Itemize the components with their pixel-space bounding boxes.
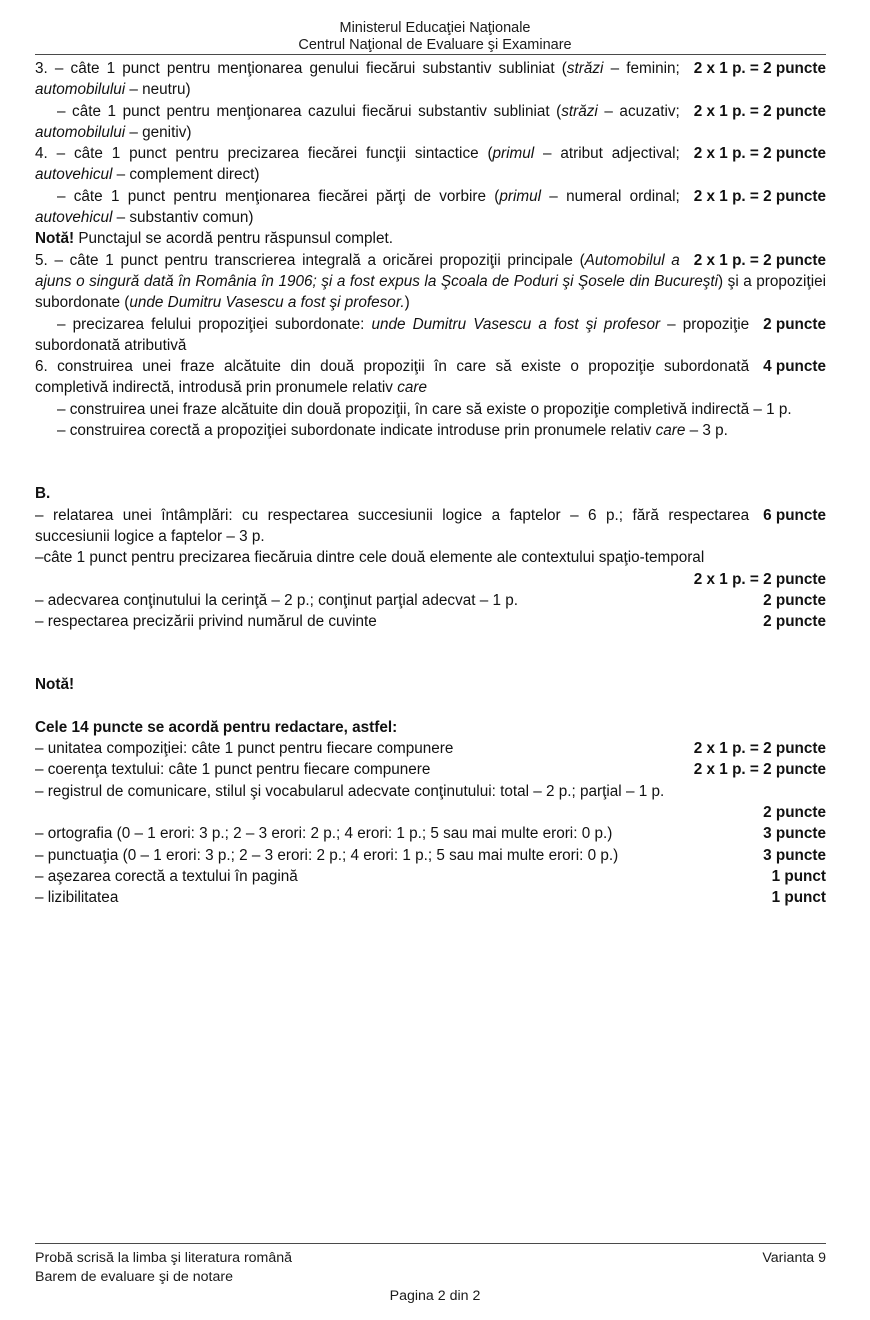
final-note-title-text: Notă! [35,676,75,694]
score-value: 2 x 1 p. = 2 puncte [693,251,826,269]
emphasis-term: străzi [566,60,604,77]
rubric-text: –câte 1 punct pentru precizarea fiecăruia dintre cele două elemente ale contextului spaţio-temporal [35,549,705,567]
redactare-row [35,887,826,908]
rubric-text: 3. – câte 1 punct pentru menţionarea genului fiecărui substantiv subliniat ( [35,60,567,77]
rubric-item-3a [35,58,826,101]
rubric-text: ) şi a propoziţiei subordonate ( [35,272,827,312]
emphasis-term: şi a fost expus la Şcoala de Poduri şi Şosele din Bucureşti [321,272,719,290]
footer-variant: Varianta 9 [762,1250,826,1266]
section-label-text: B. [35,485,51,503]
score-value: 2 x 1 p. = 2 puncte [693,60,826,77]
rubric-text: – adecvarea conţinutului la cerinţă – 2 p.; conţinut parţial adecvat – 1 p. [35,591,519,609]
rubric-text: – coerenţa textului: câte 1 punct pentru fiecare compunere [35,761,431,779]
rubric-text: – acuzativ; [597,102,680,120]
score-value: 4 puncte [763,358,826,376]
note-inline [35,228,826,249]
rubric-item-b2 [35,547,826,568]
section-gap [35,632,826,674]
footer-doctype: Barem de evaluare şi de notare [35,1269,233,1285]
footer-subject: Probă scrisă la limba şi literatura română [35,1250,293,1266]
score-value: 2 x 1 p. = 2 puncte [693,187,826,205]
rubric-text: – 3 p. [685,422,728,440]
redactare-registru-score: 2 puncte [763,803,826,821]
rubric-text: – precizarea felului propoziţiei subordonate: [57,315,372,333]
rubric-text: – punctuaţia (0 – 1 erori: 3 p.; 2 – 3 erori: 2 p.; 4 erori: 1 p.; 5 sau mai multe erori: 0 p.) [35,846,619,864]
ministry-line: Ministerul Educaţiei Naţionale [339,20,531,36]
emphasis-term: Automobilul a ajuns o singură dată în România în 1906; [35,251,680,290]
rubric-text: – respectarea precizării privind numărul de cuvinte [35,613,377,631]
rubric-text: – neutru) [125,81,191,99]
rubric-text: – construirea unei fraze alcătuite din două propoziţii, în care să existe o propoziţie completivă indirectă – 1 p. [57,400,792,418]
score-value: 2 x 1 p. = 2 puncte [693,145,826,163]
emphasis-term: autovehicul [35,209,113,227]
rubric-text: – propoziţie subordonată atributivă [35,315,750,354]
redactare-heading [35,717,826,738]
rubric-text: – genitiv) [125,123,192,141]
redactare-heading-text: Cele 14 puncte se acordă pentru redactare, astfel: [35,718,398,736]
emphasis-term: primul [499,187,542,205]
rubric-text: 5. – câte 1 punct pentru transcrierea integrală a oricărei propoziţii principale ( [35,251,585,269]
rubric-text: – registrul de comunicare, stilul şi vocabularul adecvate conţinutului: total – 2 p.; parţial – 1 p. [35,782,665,800]
emphasis-term: care [655,422,686,440]
redactare-row [35,823,826,844]
redactare-row [35,845,826,866]
score-value: 2 x 1 p. = 2 puncte [693,740,826,758]
emphasis-term: care [397,379,427,397]
redactare-registru [35,781,826,802]
score-value: 3 puncte [763,825,826,843]
rubric-item-b2-score: 2 x 1 p. = 2 puncte [693,570,826,588]
rubric-item-6b [35,399,826,420]
section-b-label [35,483,826,504]
document-footer [35,1249,826,1287]
rubric-item-5a [35,250,826,314]
score-value: 3 puncte [763,846,826,864]
emphasis-term: străzi [561,102,598,120]
score-value: 2 x 1 p. = 2 puncte [693,761,826,779]
rubric-item-b1 [35,505,826,548]
emphasis-term: primul [492,145,535,163]
footer-left [35,1249,292,1287]
rubric-item-4a [35,143,826,186]
score-value: 2 puncte [763,591,826,609]
center-line: Centrul Naţional de Evaluare şi Examinare [298,37,572,53]
emphasis-term: automobilului [35,123,126,141]
score-value: 1 punct [771,889,826,907]
document-body [35,58,826,908]
rubric-text: – complement direct) [112,166,260,184]
rubric-text: ) [404,294,410,312]
emphasis-term: automobilului [35,81,126,99]
score-value: 6 puncte [763,506,826,524]
rubric-item-6a [35,356,826,399]
rubric-item-b4 [35,611,826,632]
document-header [35,20,835,54]
section-gap [35,441,826,483]
score-value: 2 puncte [763,315,826,333]
redactare-row [35,866,826,887]
rubric-item-6c [35,420,826,441]
score-value: 2 puncte [763,613,826,631]
score-value: 2 x 1 p. = 2 puncte [693,102,826,120]
footer-divider [35,1243,826,1244]
footer-page-number: Pagina 2 din 2 [389,1288,481,1304]
rubric-text: 4. – câte 1 punct pentru precizarea fiecărei funcţii sintactice ( [35,145,493,163]
rubric-text: – feminin; [603,60,680,77]
rubric-text: – relatarea unei întâmplări: cu respectarea succesiunii logice a faptelor – 6 p.; fără respectarea succesiunii logice a faptelor – 3 p. [35,506,750,545]
rubric-text: – câte 1 punct pentru menţionarea fiecărei părţi de vorbire ( [57,187,500,205]
redactare-row [35,759,826,780]
note-label: Notă! [35,230,75,248]
rubric-text: – unitatea compoziţiei: câte 1 punct pentru fiecare compunere [35,740,454,758]
emphasis-term: unde Dumitru Vasescu a fost şi profesor [371,315,661,333]
rubric-item-b3 [35,590,826,611]
rubric-text: – ortografia (0 – 1 erori: 3 p.; 2 – 3 erori: 2 p.; 4 erori: 1 p.; 5 sau mai multe erori: 0 p.) [35,825,613,843]
rubric-text: – atribut adjectival; [534,145,680,163]
rubric-text: – câte 1 punct pentru menţionarea cazului fiecărui substantiv subliniat ( [57,102,562,120]
score-value: 1 punct [771,867,826,885]
rubric-item-4b [35,186,826,229]
rubric-text: – numeral ordinal; [541,187,680,205]
final-note-title [35,674,826,695]
rubric-text: – lizibilitatea [35,889,119,907]
rubric-text: – substantiv comun) [112,209,254,227]
header-divider [35,54,826,55]
note-text: Punctajul se acordă pentru răspunsul complet. [74,230,393,248]
rubric-text: – aşezarea corectă a textului în pagină [35,867,298,885]
emphasis-term: autovehicul [35,166,113,184]
rubric-text: – construirea corectă a propoziţiei subordonate indicate introduse prin pronumele relativ [57,422,656,440]
rubric-text: 6. construirea unei fraze alcătuite din două propoziţii în care să existe o propoziţie subordonată completivă indirectă, introdusă prin pronumele relativ [35,358,750,397]
note-gap [35,696,826,717]
redactare-row [35,738,826,759]
emphasis-term: unde Dumitru Vasescu a fost şi profesor. [129,294,405,312]
rubric-item-5b [35,314,826,357]
rubric-item-3b [35,101,826,144]
